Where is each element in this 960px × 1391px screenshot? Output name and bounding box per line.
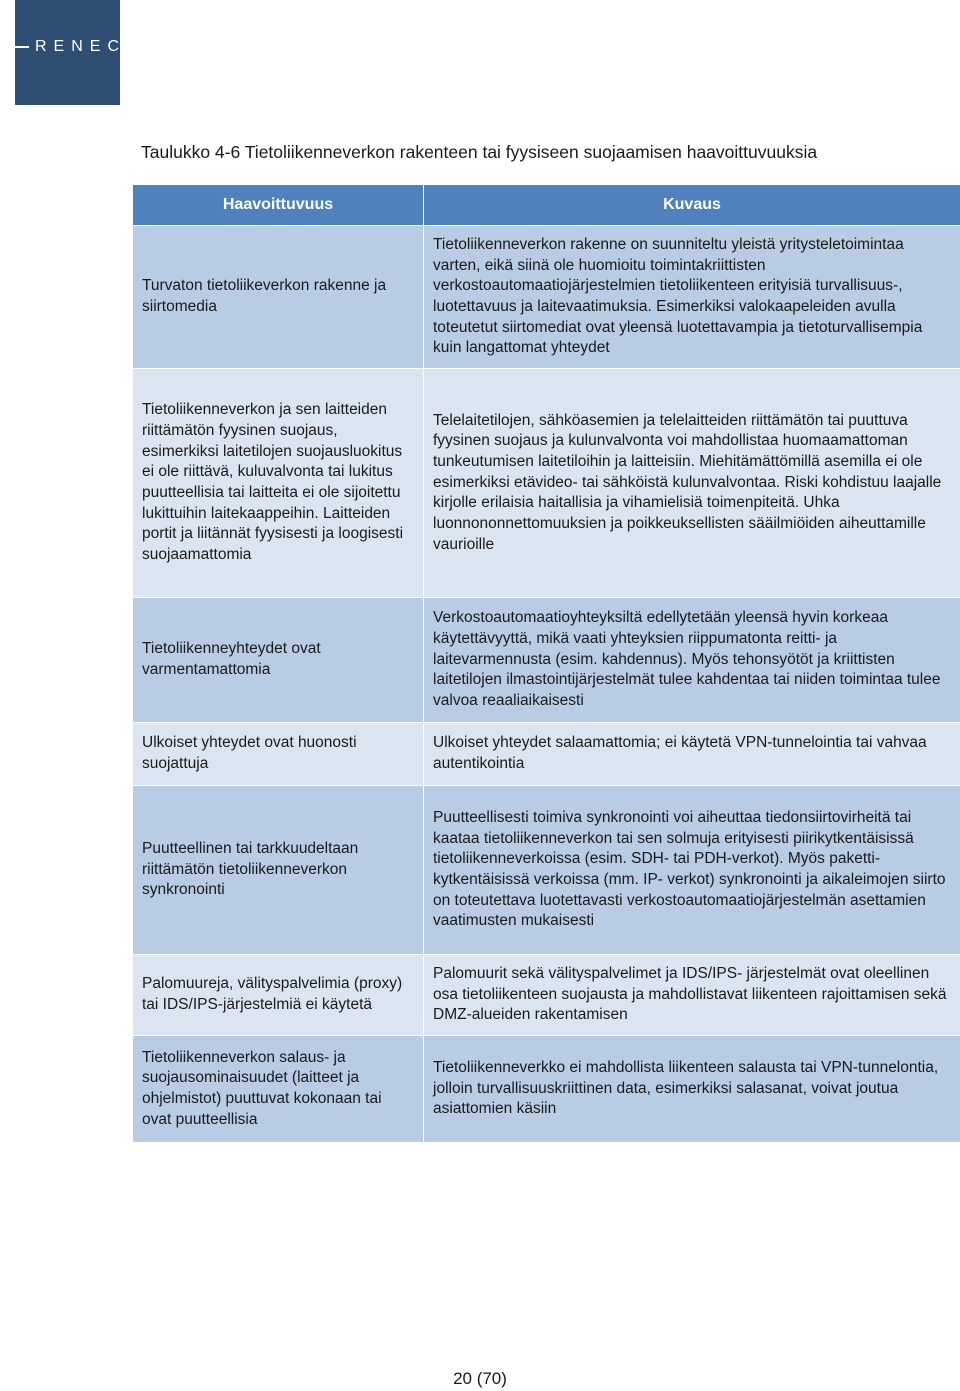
table-header-row — [133, 185, 960, 226]
vulnerability-cell: Palomuureja, välityspalvelimia (proxy) tai IDS/IPS-järjestelmiä ei käytetä — [133, 955, 424, 1036]
reneco-logo — [15, 0, 146, 105]
table-row — [133, 723, 960, 786]
table-row — [133, 369, 960, 598]
description-cell: Tietoliikenneverkko ei mahdollista liikenteen salausta tai VPN-tunnelontia, jolloin turvallisuuskriittinen data, esimerkiksi salasanat, voivat joutua asiattomien käsiin — [424, 1036, 960, 1143]
table-row — [133, 226, 960, 369]
description-cell: Palomuurit sekä välityspalvelimet ja IDS/IPS- järjestelmät ovat oleellinen osa tietoliikenteen suojausta ja mahdollistavat liikenteen rajoittamisen sekä DMZ-alueiden rakentamisen — [424, 955, 960, 1036]
page-number: 20 (70) — [453, 1369, 507, 1388]
vulnerability-table — [132, 184, 960, 1143]
description-cell: Verkostoautomaatioyhteyksiltä edellytetään yleensä hyvin korkeaa käytettävyyttä, mikä vaati yhteyksien riippumatonta reitti- ja laitevarmennusta (esim. kahdennus). Myös tehonsyötöt ja kriittisten laitetilojen ilmastointijärjestelmät tulee kahdentaa tai niiden toimintaa tulee valvoa reaaliaikaisesti — [424, 598, 960, 723]
logo-line-left — [15, 46, 29, 48]
vulnerability-cell: Puutteellinen tai tarkkuudeltaan riittämätön tietoliikenneverkon synkronointi — [133, 786, 424, 955]
header-vulnerability: Haavoittuvuus — [133, 185, 424, 226]
description-cell: Ulkoiset yhteydet salaamattomia; ei käytetä VPN-tunnelointia tai vahvaa autentikointia — [424, 723, 960, 786]
description-cell: Telelaitetilojen, sähköasemien ja telelaitteiden riittämätön tai puuttuva fyysinen suojaus ja kulunvalvonta voi mahdollistaa huomaamattoman tunkeutumisen laitetiloihin ja laitteisiin. Miehitämättömillä asemilla ei ole esimerkiksi etävideo- tai sähköistä kulunvalvontaa. Riski kohdistuu laajalle kirjolle erilaisia haitallisia ja vihamielisiä toimenpiteitä. Uhka luonnononnettomuuksien ja poikkeuksellisten sääilmiöiden aiheuttamille vaurioille — [424, 369, 960, 598]
header-description: Kuvaus — [424, 185, 960, 226]
vulnerability-cell: Tietoliikenneverkon salaus- ja suojausominaisuudet (laitteet ja ohjelmistot) puuttuvat kokonaan tai ovat puutteellisia — [133, 1036, 424, 1143]
table-row — [133, 955, 960, 1036]
table-row — [133, 1036, 960, 1143]
vulnerability-cell: Turvaton tietoliikeverkon rakenne ja siirtomedia — [133, 226, 424, 369]
vulnerability-cell: Ulkoiset yhteydet ovat huonosti suojattuja — [133, 723, 424, 786]
table-caption: Taulukko 4-6 Tietoliikenneverkon rakenteen tai fyysiseen suojaamisen haavoittuvuuksia — [141, 142, 818, 162]
description-cell: Tietoliikenneverkon rakenne on suunniteltu yleistä yritysteletoimintaa varten, eikä siinä ole huomioitu toimintakriittisten verkostoautomaatiojärjestelmien tietoliikenteen erityisiä turvallisuus-, luotettavuus ja laitevaatimuksia. Esimerkiksi valokaapeleiden avulla toteutetut siirtomediat ovat yleensä luotettavampia ja tietoturvallisempia kuin langattomat yhteydet — [424, 226, 960, 369]
table-row — [133, 786, 960, 955]
logo-text: RENECO — [35, 38, 146, 55]
description-cell: Puutteellisesti toimiva synkronointi voi aiheuttaa tiedonsiirtovirheitä tai kaataa tietoliikenneverkon tai sen solmuja erityisesti piirikytkentäisissä tietoliikenneverkoissa (esim. SDH- tai PDH-verkot). Myös paketti-kytkentäisissä verkoissa (mm. IP- verkot) synkronointi ja aikaleimojen siirto on toteutettava luotettavasti verkostoautomaatiojärjestelmän asettamien vaatimusten mukaisesti — [424, 786, 960, 955]
vulnerability-cell: Tietoliikenneverkon ja sen laitteiden riittämätön fyysinen suojaus, esimerkiksi laitetilojen suojausluokitus ei ole riittävä, kuluvalvonta tai lukitus puutteellisia tai laitteita ei ole sijoitettu lukittuihin laitekaappeihin. Laitteiden portit ja liitännät fyysisesti ja loogisesti suojaamattomia — [133, 369, 424, 598]
vulnerability-cell: Tietoliikenneyhteydet ovat varmentamattomia — [133, 598, 424, 723]
table-row — [133, 598, 960, 723]
